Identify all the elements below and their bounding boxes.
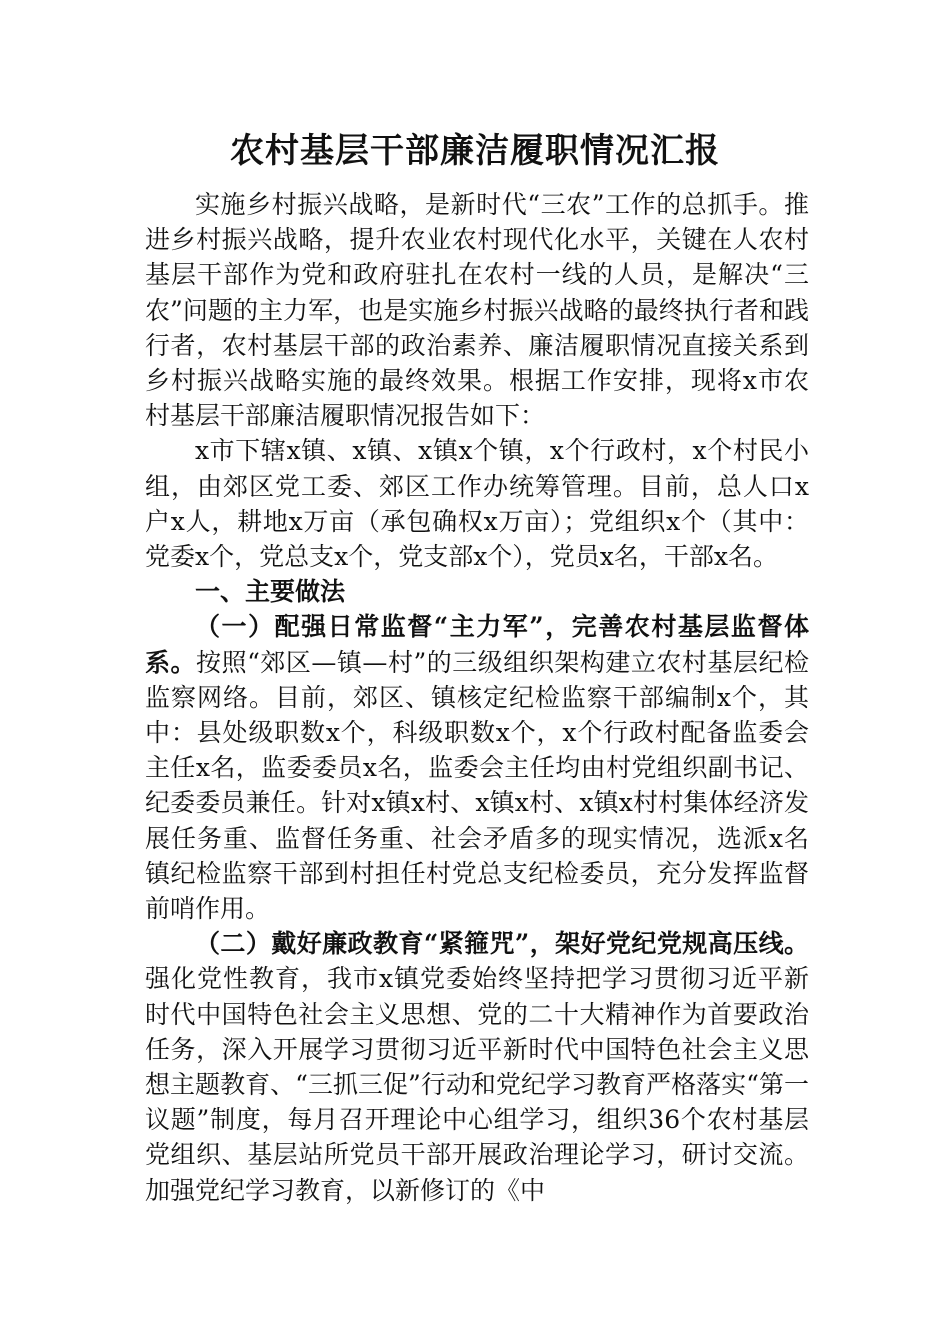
item-1-text: 按照“郊区—镇—村”的三级组织架构建立农村基层纪检监察网络。目前，郊区、镇核定纪检监察干部编制x个，其中：县处级职数x个，科级职数x个，x个行政村配备监委会主任x名，监委委员x名，监委会主任均由村党组织副书记、纪委委员兼任。针对x镇x村、x镇x村、x镇x村村集体经济发展任务重、监督任务重、社会矛盾多的现实情况，选派x名镇纪检监察干部到村担任村党总支纪检委员，充分发挥监督前哨作用。 — [145, 647, 809, 924]
item-2-text: 强化党性教育，我市x镇党委始终坚持把学习贯彻习近平新时代中国特色社会主义思想、党的二十大精神作为首要政治任务，深入开展学习贯彻习近平新时代中国特色社会主义思想主题教育、“三抓三促”行动和党纪学习教育严格落实“第一议题”制度，每月召开理论中心组学习，组织36个农村基层党组织、基层站所党员干部开展政治理论学习，研讨交流。加强党纪学习教育，以新修订的《中 — [145, 964, 809, 1205]
paragraph-item-1 — [145, 609, 809, 926]
paragraph-item-2 — [145, 926, 809, 1208]
document-title: 农村基层干部廉洁履职情况汇报 — [230, 131, 720, 171]
item-2-lead: （二）戴好廉政教育“紧箍咒”，架好党纪党规高压线。 — [195, 929, 809, 959]
item-1-lead: （一）配强日常监督“主力军”，完善农村基层监督体系。 — [145, 612, 809, 677]
paragraph-intro: 实施乡村振兴战略，是新时代“三农”工作的总抓手。推进乡村振兴战略，提升农业农村现代化水平，关键在人农村基层干部作为党和政府驻扎在农村一线的人员，是解决“三农”问题的主力军，也是实施乡村振兴战略的最终执行者和践行者，农村基层干部的政治素养、廉洁履职情况直接关系到乡村振兴战略实施的最终效果。根据工作安排，现将x市农村基层干部廉洁履职情况报告如下： — [145, 190, 809, 431]
section-heading: 一、主要做法 — [195, 577, 346, 607]
paragraph-overview: x市下辖x镇、x镇、x镇x个镇，x个行政村，x个村民小组，由郊区党工委、郊区工作办统筹管理。目前，总人口x户x人，耕地x万亩（承包确权x万亩）；党组织x个（其中：党委x个，党总支x个，党支部x个），党员x名，干部x名。 — [145, 436, 809, 572]
document-body — [145, 187, 809, 1208]
